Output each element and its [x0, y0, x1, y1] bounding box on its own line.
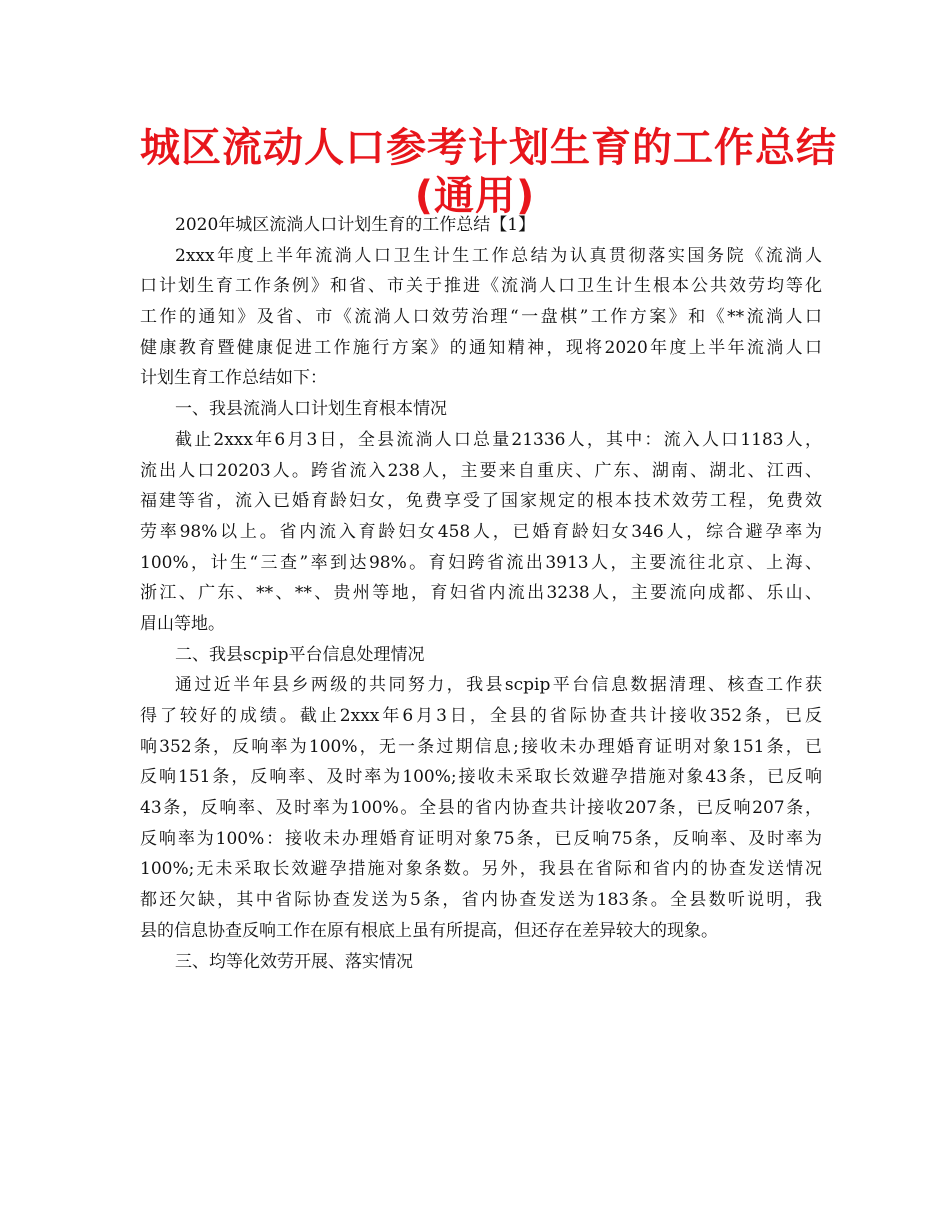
paragraph-line: 福建等省，流入已婚育龄妇女，免费享受了国家规定的根本技术效劳工程，免费效: [140, 491, 822, 512]
paragraph-line: 县的信息协查反响工作在原有根底上虽有所提高，但还存在差异较大的现象。: [140, 920, 718, 941]
paragraph-line: 2xxx年度上半年流淌人口卫生计生工作总结为认真贯彻落实国务院《流淌人: [175, 245, 822, 266]
paragraph-line: 工作的通知》及省、市《流淌人口效劳治理“一盘棋”工作方案》和《**流淌人口: [140, 307, 822, 328]
paragraph-line: 截止2xxx年6月3日，全县流淌人口总量21336人，其中：流入人口1183人，: [175, 429, 822, 450]
paragraph-line: 都还欠缺，其中省际协查发送为5条，省内协查发送为183条。全县数听说明，我: [140, 890, 822, 911]
paragraph-line: 得了较好的成绩。截止2xxx年6月3日，全县的省际协查共计接收352条，已反: [140, 706, 822, 726]
paragraph-line: 二、我县scpip平台信息处理情况: [175, 644, 425, 665]
paragraph-line: 反响率为100%：接收未办理婚育证明对象75条，已反响75条，反响率、及时率为: [140, 828, 822, 849]
paragraph-line: 浙江、广东、**、**、贵州等地，育妇省内流出3238人，主要流向成都、乐山、: [140, 583, 822, 604]
paragraph-line: 一、我县流淌人口计划生育根本情况: [175, 399, 447, 420]
paragraph-line: 100%;无未采取长效避孕措施对象条数。另外，我县在省际和省内的协查发送情况: [140, 859, 822, 880]
paragraph-line: 计划生育工作总结如下：: [140, 368, 327, 389]
paragraph-line: 43条，反响率、及时率为100%。全县的省内协查共计接收207条，已反响207条，: [140, 798, 822, 819]
paragraph-line: 通过近半年县乡两级的共同努力，我县scpip平台信息数据清理、核查工作获: [175, 675, 822, 696]
paragraph-line: 三、均等化效劳开展、落实情况: [175, 951, 413, 972]
paragraph-line: 眉山等地。: [140, 613, 225, 634]
paragraph-line: 口计划生育工作条例》和省、市关于推进《流淌人口卫生计生根本公共效劳均等化: [140, 276, 822, 297]
paragraph-line: 劳率98%以上。省内流入育龄妇女458人，已婚育龄妇女346人，综合避孕率为: [140, 521, 822, 542]
paragraph-line: 流出人口20203人。跨省流入238人，主要来自重庆、广东、湖南、湖北、江西、: [140, 460, 822, 481]
paragraph-line: 100%，计生“三查”率到达98%。育妇跨省流出3913人，主要流往北京、上海、: [140, 552, 822, 573]
document-body: [140, 210, 822, 977]
paragraph-line: 反响151条，反响率、及时率为100%;接收未采取长效避孕措施对象43条，已反响: [140, 767, 822, 788]
document-title-line-2: (通用): [414, 173, 536, 219]
paragraph-line: 2020年城区流淌人口计划生育的工作总结【1】: [175, 215, 536, 235]
paragraph-line: 响352条，反响率为100%，无一条过期信息;接收未办理婚育证明对象151条，已: [140, 736, 822, 757]
document-title-line-1: 城区流动人口参考计划生育的工作总结: [140, 125, 837, 171]
paragraph-line: 健康教育暨健康促进工作施行方案》的通知精神，现将2020年度上半年流淌人口: [140, 337, 822, 358]
